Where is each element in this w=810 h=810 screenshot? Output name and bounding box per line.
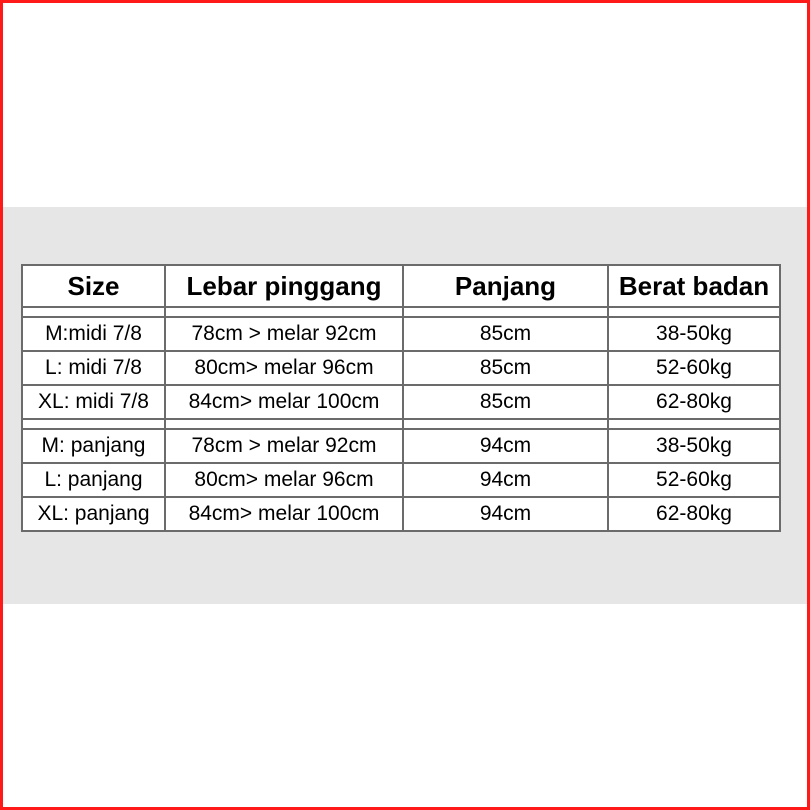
cell-length: 85cm bbox=[403, 317, 608, 351]
cell-waist: 84cm> melar 100cm bbox=[165, 497, 403, 531]
cell-weight: 52-60kg bbox=[608, 463, 780, 497]
cell-size: XL: panjang bbox=[22, 497, 165, 531]
spacer-row bbox=[22, 307, 780, 317]
cell-weight: 38-50kg bbox=[608, 317, 780, 351]
table-row bbox=[22, 497, 780, 531]
cell-size: L: panjang bbox=[22, 463, 165, 497]
table-row bbox=[22, 351, 780, 385]
header-size: Size bbox=[22, 265, 165, 307]
cell-waist: 84cm> melar 100cm bbox=[165, 385, 403, 419]
cell-waist: 80cm> melar 96cm bbox=[165, 351, 403, 385]
cell-length: 94cm bbox=[403, 497, 608, 531]
cell-size: XL: midi 7/8 bbox=[22, 385, 165, 419]
table-row bbox=[22, 429, 780, 463]
header-waist-width: Lebar pinggang bbox=[165, 265, 403, 307]
cell-weight: 62-80kg bbox=[608, 497, 780, 531]
cell-waist: 78cm > melar 92cm bbox=[165, 317, 403, 351]
table-row bbox=[22, 463, 780, 497]
cell-size: L: midi 7/8 bbox=[22, 351, 165, 385]
cell-length: 85cm bbox=[403, 351, 608, 385]
cell-length: 94cm bbox=[403, 463, 608, 497]
header-row bbox=[22, 265, 780, 307]
cell-weight: 62-80kg bbox=[608, 385, 780, 419]
header-length: Panjang bbox=[403, 265, 608, 307]
spacer-row bbox=[22, 419, 780, 429]
cell-size: M: panjang bbox=[22, 429, 165, 463]
cell-length: 85cm bbox=[403, 385, 608, 419]
cell-length: 94cm bbox=[403, 429, 608, 463]
cell-weight: 38-50kg bbox=[608, 429, 780, 463]
size-chart-table bbox=[21, 264, 781, 532]
table-row bbox=[22, 385, 780, 419]
cell-waist: 80cm> melar 96cm bbox=[165, 463, 403, 497]
cell-waist: 78cm > melar 92cm bbox=[165, 429, 403, 463]
table-row bbox=[22, 317, 780, 351]
cell-size: M:midi 7/8 bbox=[22, 317, 165, 351]
header-body-weight: Berat badan bbox=[608, 265, 780, 307]
cell-weight: 52-60kg bbox=[608, 351, 780, 385]
